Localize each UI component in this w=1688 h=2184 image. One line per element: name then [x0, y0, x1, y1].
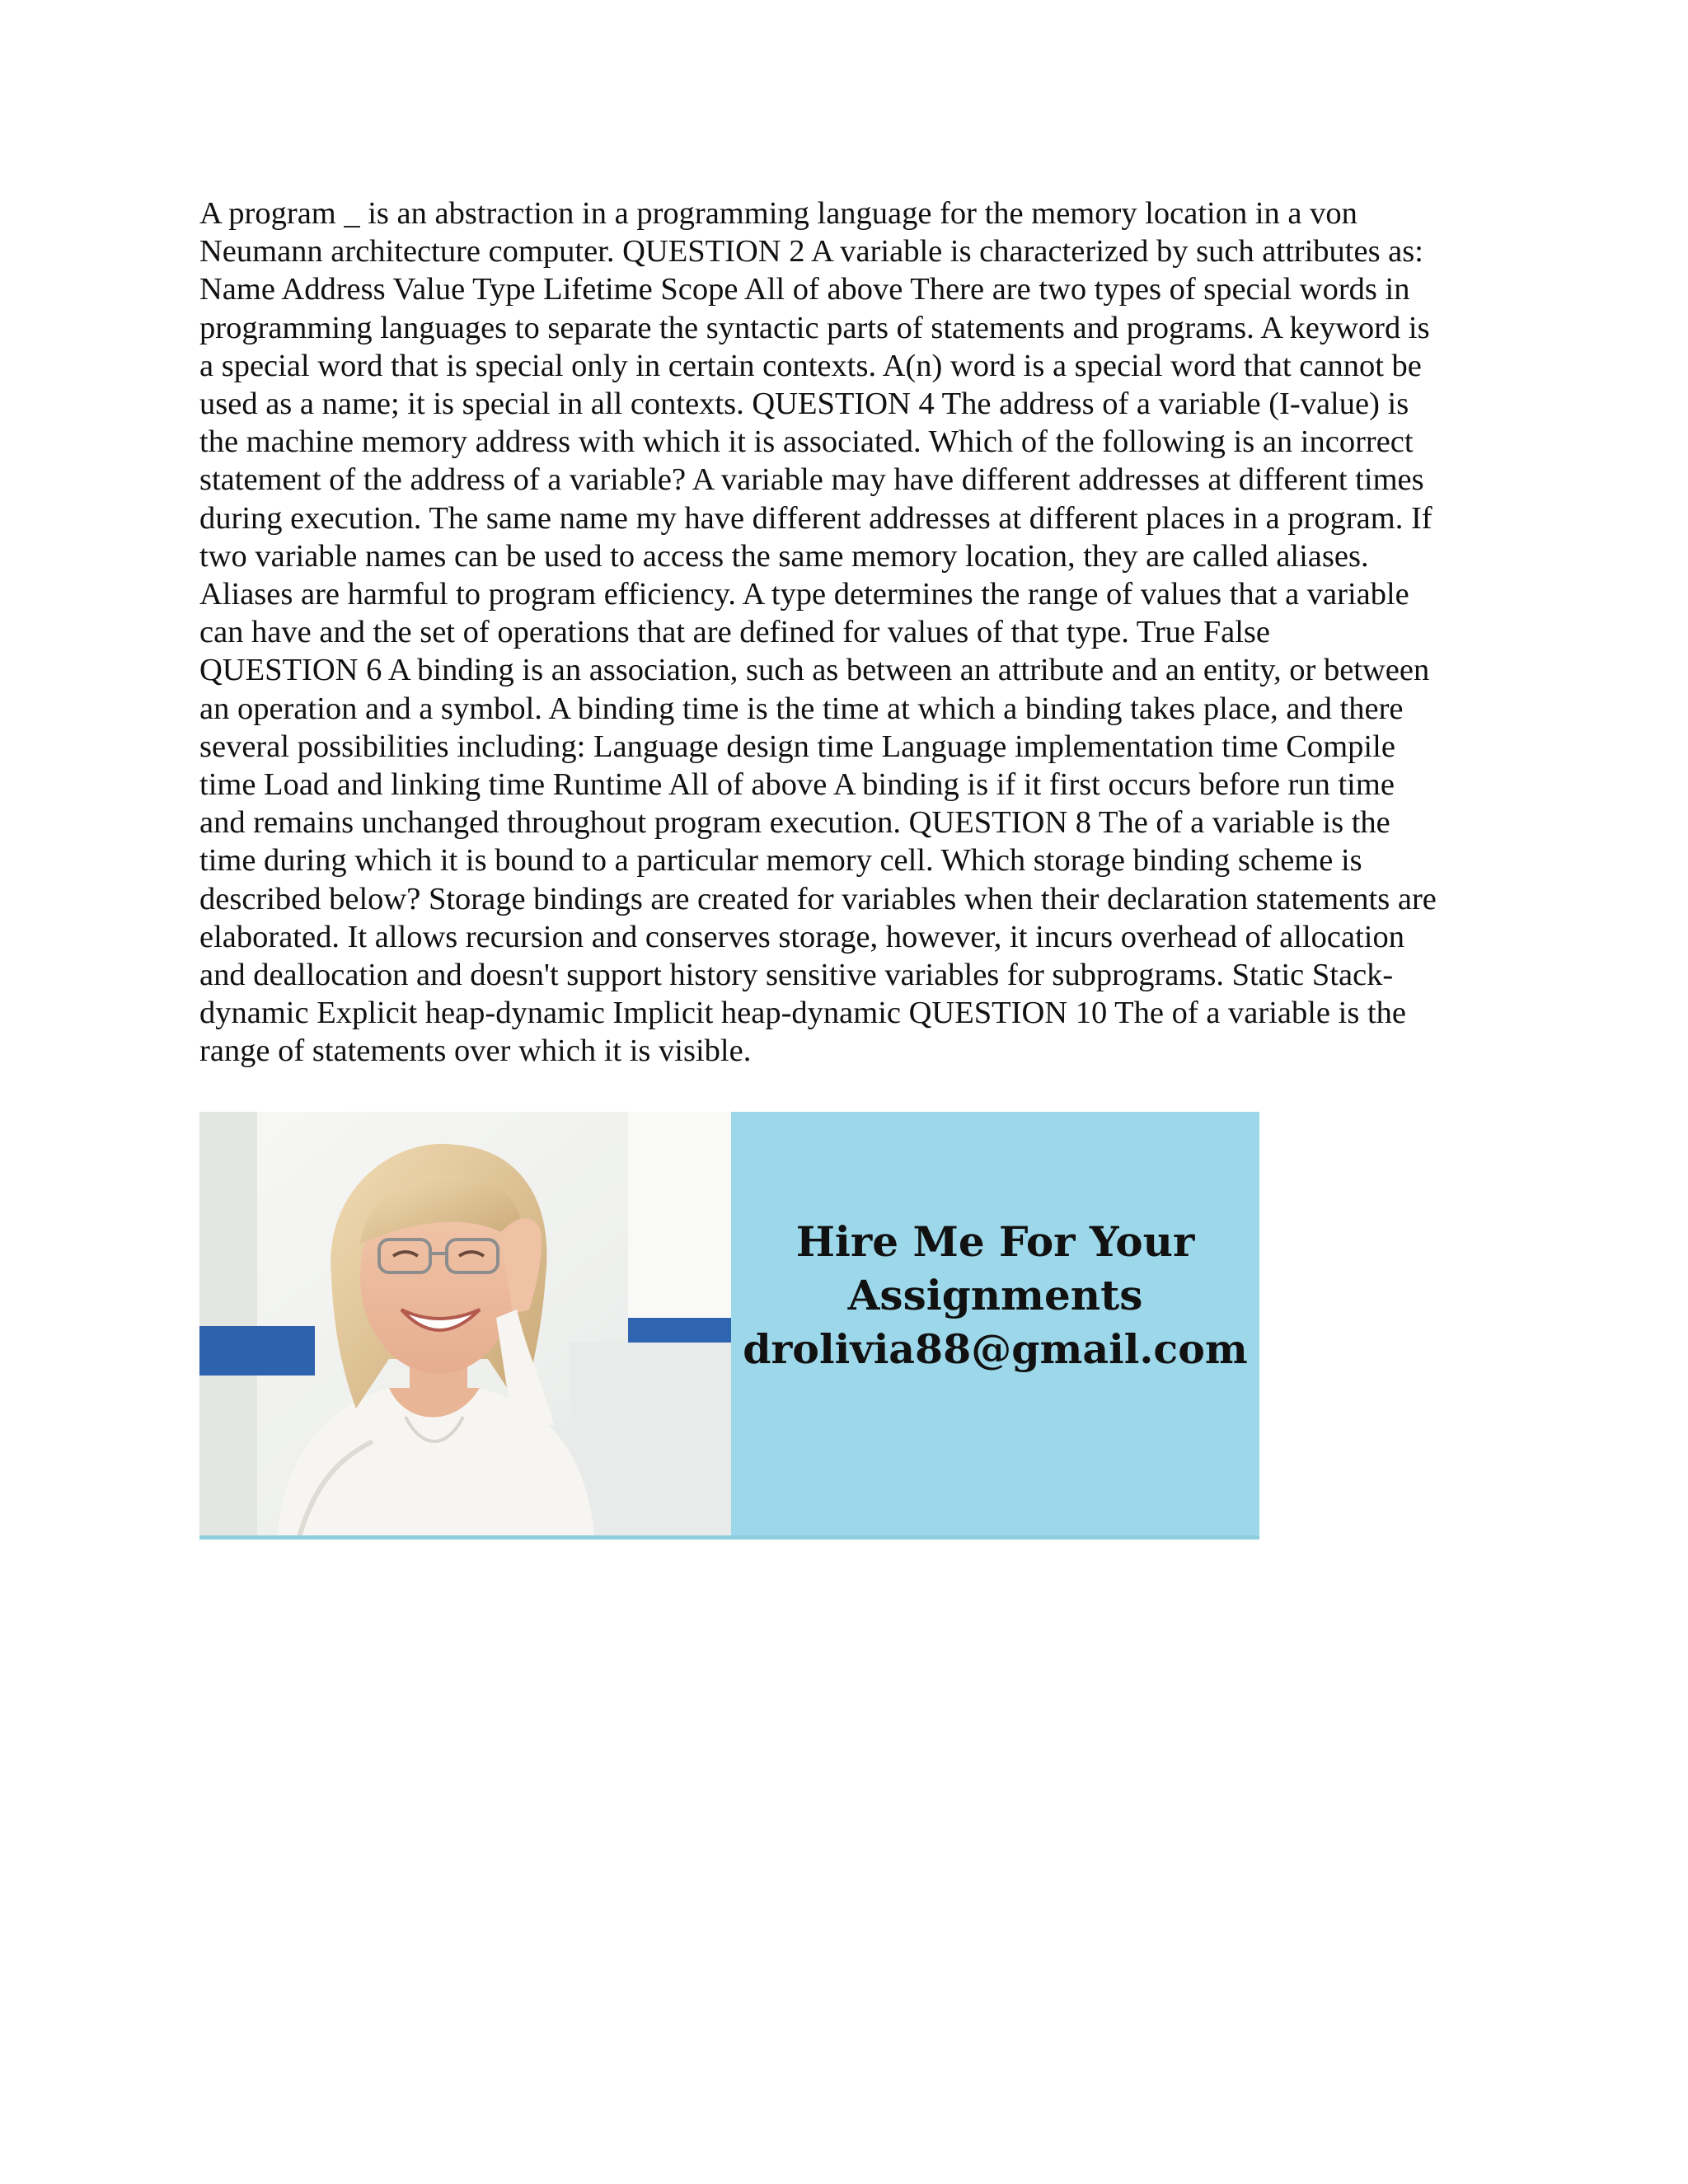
text-line: described below? Storage bindings are created for variables when their declaration statements are [199, 881, 1437, 916]
text-line: a special word that is special only in certain contexts. A(n) word is a special word that cannot be [199, 348, 1422, 383]
text-line: Neumann architecture computer. QUESTION 2 A variable is characterized by such attributes as: [199, 234, 1423, 269]
text-line: range of statements over which it is visible. [199, 1033, 752, 1069]
woman-photo [199, 1112, 731, 1540]
text-line: two variable names can be used to access the same memory location, they are called aliases. [199, 538, 1369, 574]
text-line: and remains unchanged throughout program execution. QUESTION 8 The of a variable is the [199, 805, 1390, 841]
text-line: time Load and linking time Runtime All of above A binding is if it first occurs before run time [199, 767, 1395, 803]
ad-text-panel [731, 1112, 1259, 1535]
text-line: Aliases are harmful to program efficiency. A type determines the range of values that a variable [199, 577, 1409, 612]
text-line: the machine memory address with which it is associated. Which of the following is an incorrect [199, 424, 1414, 460]
question-text [199, 194, 1502, 1071]
text-line: QUESTION 6 A binding is an association, such as between an attribute and an entity, or between [199, 653, 1430, 688]
ad-subheadline: Assignments [847, 1271, 1143, 1319]
text-line: can have and the set of operations that are defined for values of that type. True False [199, 615, 1270, 650]
portrait-image [199, 1112, 731, 1540]
text-line: used as a name; it is special in all contexts. QUESTION 4 The address of a variable (I-value) is [199, 387, 1409, 422]
text-line: and deallocation and doesn't support history sensitive variables for subprograms. Static Stack- [199, 958, 1394, 993]
advertisement-banner [199, 1112, 1259, 1540]
text-line: during execution. The same name my have different addresses at different places in a program. If [199, 500, 1432, 536]
text-line: time during which it is bound to a particular memory cell. Which storage binding scheme is [199, 843, 1362, 879]
ad-headline: Hire Me For Your [795, 1217, 1195, 1266]
text-line: an operation and a symbol. A binding time is the time at which a binding takes place, and there [199, 691, 1404, 726]
text-line: statement of the address of a variable? A variable may have different addresses at different times [199, 462, 1424, 498]
text-line: elaborated. It allows recursion and conserves storage, however, it incurs overhead of allocation [199, 919, 1404, 954]
ad-email: drolivia88@gmail.com [743, 1325, 1248, 1373]
text-line: programming languages to separate the syntactic parts of statements and programs. A keyword is [199, 310, 1430, 345]
text-line: Name Address Value Type Lifetime Scope All of above There are two types of special words in [199, 272, 1410, 307]
text-line: dynamic Explicit heap-dynamic Implicit heap-dynamic QUESTION 10 The of a variable is the [199, 996, 1406, 1031]
text-line: A program _ is an abstraction in a programming language for the memory location in a von [199, 196, 1357, 231]
text-line: several possibilities including: Language design time Language implementation time Compile [199, 729, 1395, 764]
